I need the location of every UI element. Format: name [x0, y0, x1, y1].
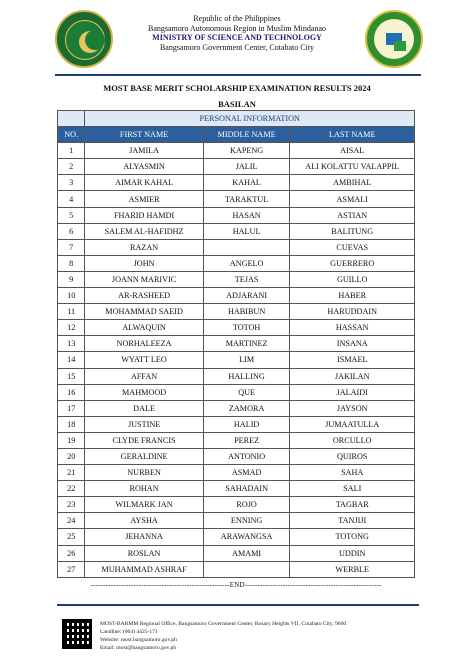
cell-no: 14	[58, 352, 85, 368]
cell-no: 19	[58, 432, 85, 448]
cell-no: 25	[58, 529, 85, 545]
cell-last-name: TAGBAR	[290, 497, 415, 513]
cell-no: 6	[58, 223, 85, 239]
cell-no: 24	[58, 513, 85, 529]
cell-first-name: ROHAN	[85, 481, 203, 497]
cell-no: 8	[58, 255, 85, 271]
cell-middle-name: HALUL	[203, 223, 290, 239]
cell-no: 13	[58, 336, 85, 352]
cell-middle-name: MARTINEZ	[203, 336, 290, 352]
table-row	[58, 368, 415, 384]
table-row	[58, 545, 415, 561]
cell-middle-name: KAHAL	[203, 175, 290, 191]
cell-last-name: ALI KOLATTU VALAPPIL	[290, 159, 415, 175]
table-row	[58, 384, 415, 400]
cell-no: 4	[58, 191, 85, 207]
cell-first-name: ALYASMIN	[85, 159, 203, 175]
cell-no: 1	[58, 143, 85, 159]
cell-no: 2	[58, 159, 85, 175]
cell-first-name: ROSLAN	[85, 545, 203, 561]
cell-no: 9	[58, 271, 85, 287]
cell-middle-name: JALIL	[203, 159, 290, 175]
cell-middle-name	[203, 239, 290, 255]
cell-first-name: MAHMOOD	[85, 384, 203, 400]
cell-first-name: AYSHA	[85, 513, 203, 529]
cell-first-name: MUHAMMAD ASHRAF	[85, 561, 203, 577]
cell-last-name: INSANA	[290, 336, 415, 352]
footer-divider	[57, 604, 419, 606]
cell-last-name: ASTIAN	[290, 207, 415, 223]
table-row	[58, 400, 415, 416]
cell-middle-name: ANGELO	[203, 255, 290, 271]
cell-last-name: TOTONG	[290, 529, 415, 545]
cell-first-name: GERALDINE	[85, 448, 203, 464]
bangsamoro-seal-logo	[55, 10, 113, 68]
table-row	[58, 513, 415, 529]
cell-last-name: GUILLO	[290, 271, 415, 287]
cell-first-name: ALWAQUIN	[85, 320, 203, 336]
cell-no: 11	[58, 304, 85, 320]
most-barmm-logo	[365, 10, 423, 68]
table-row	[58, 239, 415, 255]
cell-middle-name: HALLING	[203, 368, 290, 384]
table-row	[58, 255, 415, 271]
cell-last-name: JUMAATULLA	[290, 416, 415, 432]
cell-middle-name: QUE	[203, 384, 290, 400]
cell-first-name: JAMILA	[85, 143, 203, 159]
cell-last-name: WERBLE	[290, 561, 415, 577]
table-row	[58, 416, 415, 432]
cell-middle-name: ENNING	[203, 513, 290, 529]
cell-last-name: JALAIDI	[290, 384, 415, 400]
cell-no: 7	[58, 239, 85, 255]
letterhead-text	[120, 14, 354, 52]
header-divider	[55, 74, 421, 76]
cell-first-name: FHARID HAMDI	[85, 207, 203, 223]
table-corner-cell	[58, 111, 85, 127]
cell-last-name: ISMAEL	[290, 352, 415, 368]
cell-middle-name: ADJARANI	[203, 288, 290, 304]
header-republic: Republic of the Philippines	[193, 14, 281, 23]
cell-first-name: MOHAMMAD SAEID	[85, 304, 203, 320]
cell-last-name: BALITUNG	[290, 223, 415, 239]
header-region: Bangsamoro Autonomous Region in Muslim Mindanao	[148, 23, 326, 33]
cell-middle-name: ANTONIO	[203, 448, 290, 464]
cell-no: 15	[58, 368, 85, 384]
footer-landline: Landline: (064) 4425-171	[100, 629, 158, 635]
cell-first-name: CLYDE FRANCIS	[85, 432, 203, 448]
cell-first-name: JUSTINE	[85, 416, 203, 432]
cell-middle-name	[203, 561, 290, 577]
cell-last-name: HARUDDAIN	[290, 304, 415, 320]
cell-first-name: WILMARK JAN	[85, 497, 203, 513]
cell-last-name: SALI	[290, 481, 415, 497]
table-row	[58, 352, 415, 368]
header-ministry: MINISTRY OF SCIENCE AND TECHNOLOGY	[152, 33, 322, 42]
qr-code-icon	[62, 619, 92, 649]
cell-no: 22	[58, 481, 85, 497]
table-row	[58, 207, 415, 223]
cell-no: 27	[58, 561, 85, 577]
cell-last-name: GUERRERO	[290, 255, 415, 271]
cell-first-name: DALE	[85, 400, 203, 416]
table-row	[58, 271, 415, 287]
cell-middle-name: AMAMI	[203, 545, 290, 561]
letterhead	[0, 0, 474, 74]
cell-no: 12	[58, 320, 85, 336]
table-row	[58, 561, 415, 577]
table-row	[58, 175, 415, 191]
cell-middle-name: TEJAS	[203, 271, 290, 287]
cell-last-name: JAYSON	[290, 400, 415, 416]
cell-no: 18	[58, 416, 85, 432]
column-header-first-name: FIRST NAME	[85, 127, 203, 143]
cell-last-name: HASSAN	[290, 320, 415, 336]
cell-middle-name: TARAKTUL	[203, 191, 290, 207]
cell-last-name: TANJIJI	[290, 513, 415, 529]
table-row	[58, 159, 415, 175]
table-row	[58, 481, 415, 497]
cell-no: 21	[58, 465, 85, 481]
column-header-last-name: LAST NAME	[290, 127, 415, 143]
cell-middle-name: ARAWANGSA	[203, 529, 290, 545]
cell-last-name: JAKILAN	[290, 368, 415, 384]
end-marker: -------------------------------------------------------END------------------------------------------------------	[90, 581, 382, 589]
cell-middle-name: KAPENG	[203, 143, 290, 159]
cell-no: 17	[58, 400, 85, 416]
cell-first-name: AIMAR KAHAL	[85, 175, 203, 191]
cell-no: 26	[58, 545, 85, 561]
cell-first-name: WYATT LEO	[85, 352, 203, 368]
cell-no: 5	[58, 207, 85, 223]
cell-first-name: ASMIER	[85, 191, 203, 207]
cell-last-name: ORCULLO	[290, 432, 415, 448]
cell-last-name: HABER	[290, 288, 415, 304]
cell-last-name: CUEVAS	[290, 239, 415, 255]
table-row	[58, 304, 415, 320]
cell-first-name: RAZAN	[85, 239, 203, 255]
footer-address: MOST-BARMM Regional Office, Bangsamoro Government Center, Rosary Heights VII, Cotabato City, 9600	[100, 621, 347, 627]
cell-first-name: AFFAN	[85, 368, 203, 384]
cell-first-name: AR-RASHEED	[85, 288, 203, 304]
province-title: BASILAN	[218, 99, 256, 109]
cell-no: 23	[58, 497, 85, 513]
table-row	[58, 288, 415, 304]
cell-no: 3	[58, 175, 85, 191]
page-title: MOST BASE MERIT SCHOLARSHIP EXAMINATION RESULTS 2024	[103, 83, 371, 93]
personal-information-header: PERSONAL INFORMATION	[85, 111, 415, 127]
cell-middle-name: HABIBUN	[203, 304, 290, 320]
cell-last-name: SAHA	[290, 465, 415, 481]
results-table	[57, 110, 415, 578]
table-row	[58, 191, 415, 207]
column-header-middle-name: MIDDLE NAME	[203, 127, 290, 143]
cell-middle-name: HALID	[203, 416, 290, 432]
cell-first-name: JEHANNA	[85, 529, 203, 545]
table-row	[58, 448, 415, 464]
cell-last-name: QUIROS	[290, 448, 415, 464]
column-header-no: NO.	[58, 127, 85, 143]
cell-last-name: ASMALI	[290, 191, 415, 207]
footer-contact	[100, 620, 430, 652]
footer-email: Email: most@bangsamoro.gov.ph	[100, 645, 177, 651]
cell-middle-name: ROJO	[203, 497, 290, 513]
cell-no: 10	[58, 288, 85, 304]
cell-last-name: AMBIHAL	[290, 175, 415, 191]
cell-middle-name: HASAN	[203, 207, 290, 223]
cell-last-name: UDDIN	[290, 545, 415, 561]
table-row	[58, 320, 415, 336]
cell-middle-name: ZAMORA	[203, 400, 290, 416]
cell-first-name: NURBEN	[85, 465, 203, 481]
cell-first-name: JOANN MARIVIC	[85, 271, 203, 287]
table-row	[58, 143, 415, 159]
cell-no: 20	[58, 448, 85, 464]
cell-middle-name: SAHADAIN	[203, 481, 290, 497]
table-row	[58, 465, 415, 481]
table-row	[58, 336, 415, 352]
cell-middle-name: PEREZ	[203, 432, 290, 448]
table-row	[58, 529, 415, 545]
cell-middle-name: LIM	[203, 352, 290, 368]
cell-middle-name: ASMAD	[203, 465, 290, 481]
cell-no: 16	[58, 384, 85, 400]
table-row	[58, 432, 415, 448]
footer-website: Website: most.bangsamoro.gov.ph	[100, 637, 177, 643]
cell-middle-name: TOTOH	[203, 320, 290, 336]
cell-last-name: AISAL	[290, 143, 415, 159]
cell-first-name: JOHN	[85, 255, 203, 271]
results-table-body	[58, 143, 415, 578]
header-address: Bangsamoro Government Center, Cotabato City	[159, 42, 315, 52]
cell-first-name: NORHALEEZA	[85, 336, 203, 352]
table-row	[58, 497, 415, 513]
cell-first-name: SALEM AL-HAFIDHZ	[85, 223, 203, 239]
table-row	[58, 223, 415, 239]
